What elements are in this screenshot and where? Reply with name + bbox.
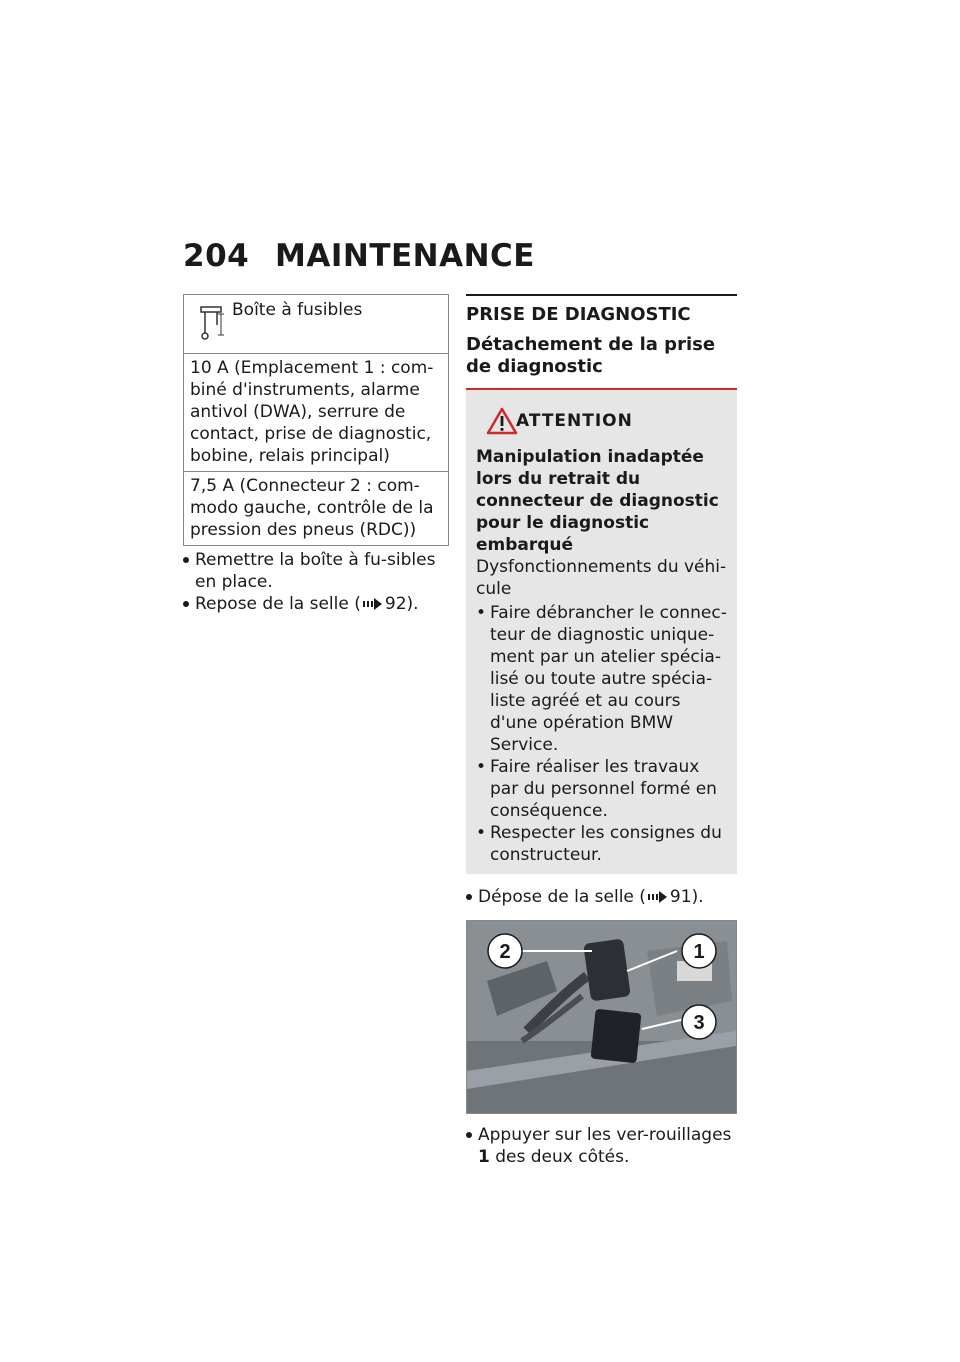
page-number: 204: [183, 238, 250, 274]
list-item: Dépose de la selle ( 91).: [466, 886, 737, 908]
section-divider: [466, 294, 737, 296]
page-title: MAINTENANCE: [275, 238, 535, 274]
page-ref-arrow-icon: [648, 891, 668, 903]
left-column: [183, 294, 449, 615]
fuse-table: [183, 294, 449, 546]
list-item: • Faire réaliser les travaux par du personnel formé en conséquence.: [476, 756, 729, 822]
callout-2: [488, 934, 522, 968]
list-item: • Respecter les consignes du constructeur.: [476, 822, 729, 866]
svg-text:2: 2: [499, 941, 511, 963]
callout-1: [682, 934, 716, 968]
warning-consequence: Dysfonctionnements du véhi-cule: [476, 557, 727, 599]
svg-text:1: 1: [693, 941, 705, 963]
page-ref[interactable]: 92: [384, 594, 407, 614]
right-column: [466, 294, 737, 1168]
callout-3: [682, 1005, 716, 1039]
warning-label: ATTENTION: [516, 411, 633, 431]
list-item: • Faire débrancher le connec-teur de diagnostic unique-ment par un atelier spécia-lisé ou toute autre spécia-liste agréé et au cours d'une opération BMW Service.: [476, 602, 729, 756]
list-item: Remettre la boîte à fu-sibles en place.: [183, 549, 449, 593]
list-item: Repose de la selle ( 92).: [183, 593, 449, 615]
warning-box: [466, 390, 737, 874]
page-header: [183, 238, 535, 274]
final-steps: [466, 1124, 737, 1168]
section-subtitle: Détachement de la prise de diagnostic: [466, 334, 716, 377]
page-ref[interactable]: 91: [669, 887, 692, 907]
page-ref-arrow-icon: [363, 598, 383, 610]
fuse-row-2: 7,5 A (Connecteur 2 : com-modo gauche, contrôle de la pression des pneus (RDC)): [184, 472, 449, 546]
left-steps: [183, 549, 449, 615]
table-row: [184, 472, 449, 546]
warning-heading: Manipulation inadaptée lors du retrait du connecteur de diagnostic pour le diagnostic embarqué: [476, 447, 719, 555]
fuse-row-1: 10 A (Emplacement 1 : com-biné d'instruments, alarme antivol (DWA), serrure de contact, prise de diagnostic, bobine, relais principal): [184, 354, 449, 472]
warning-triangle-icon: [486, 406, 518, 436]
section-title: PRISE DE DIAGNOSTIC: [466, 304, 691, 325]
right-steps: [466, 886, 737, 908]
fuse-table-title: Boîte à fusibles: [232, 300, 363, 320]
warning-list: [476, 602, 729, 866]
svg-text:3: 3: [693, 1012, 705, 1034]
fuse-table-header: [184, 295, 449, 354]
table-row: [184, 354, 449, 472]
diagnostic-connector-photo: [466, 920, 737, 1114]
fuse-icon: [198, 305, 224, 343]
list-item: Appuyer sur les ver-rouillages 1 des deux côtés.: [466, 1124, 737, 1168]
